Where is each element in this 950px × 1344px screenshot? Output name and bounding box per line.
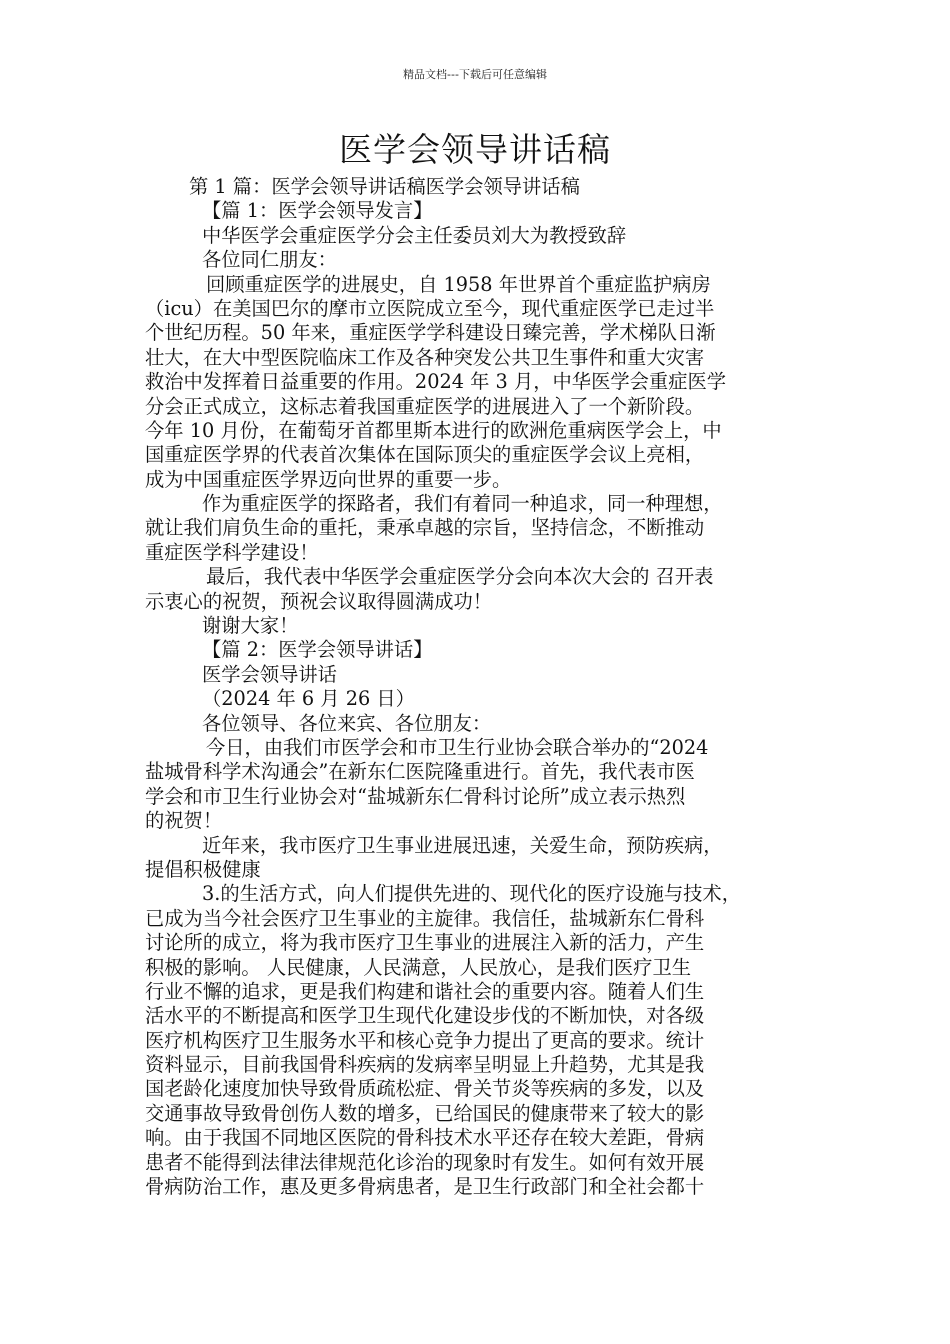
body-line: 骨病防治工作，惠及更多骨病患者，是卫生行政部门和全社会都十 [145,1175,705,1199]
body-line: 示衷心的祝贺，预祝会议取得圆满成功！ [145,589,493,613]
body-line: 资料显示，目前我国骨科疾病的发病率呈明显上升趋势，尤其是我 [145,1053,705,1077]
body-line: 交通事故导致骨创伤人数的增多，已给国民的健康带来了较大的影 [145,1101,705,1125]
body-line: 积极的影响。 人民健康，人民满意，人民放心，是我们医疗卫生 [145,955,692,979]
body-line: 医学会领导讲话 [202,662,337,686]
body-line: 行业不懈的追求，更是我们构建和谐社会的重要内容。随着人们生 [145,979,705,1003]
body-line: 已成为当今社会医疗卫生事业的主旋律。我信任，盐城新东仁骨科 [145,906,705,930]
body-line: 就让我们肩负生命的重托，秉承卓越的宗旨，坚持信念，不断推动 [145,516,705,540]
body-line: 医疗机构医疗卫生服务水平和核心竞争力提出了更高的要求。统计 [145,1028,705,1052]
body-line: （2024 年 6 月 26 日） [202,687,415,711]
body-line: 成为中国重症医学界迈向世界的重要一步。 [145,467,512,491]
body-line: 响。由于我国不同地区医院的骨科技术水平还存在较大差距，骨病 [145,1126,705,1150]
body-line: 国老龄化速度加快导致骨质疏松症、骨关节炎等疾病的多发，以及 [145,1077,705,1101]
body-line: 回顾重症医学的进展史，自 1958 年世界首个重症监护病房 [206,272,711,296]
body-line: 壮大，在大中型医院临床工作及各种突发公共卫生事件和重大灾害 [145,345,705,369]
body-line: 第 1 篇：医学会领导讲话稿医学会领导讲话稿 [189,175,580,198]
body-line: 学会和市卫生行业协会对“盐城新东仁骨科讨论所”成立表示热烈 [145,784,686,808]
body-line: 今日，由我们市医学会和市卫生行业协会联合举办的“2024 [206,735,709,759]
body-line: （icu）在美国巴尔的摩市立医院成立至今，现代重症医学已走过半 [145,296,715,320]
body-line: 谢谢大家！ [202,614,299,638]
body-line: 【篇 1：医学会领导发言】 [202,199,433,223]
body-line: 提倡积极健康 [145,857,261,881]
page-header-note: 精品文档---下载后可任意编辑 [403,68,547,81]
body-line: 患者不能得到法律法律规范化诊治的现象时有发生。如何有效开展 [145,1150,705,1174]
body-line: 讨论所的成立，将为我市医疗卫生事业的进展注入新的活力，产生 [145,931,705,955]
body-line: 最后，我代表中华医学会重症医学分会向本次大会的 召开表 [206,565,714,589]
document-title: 医学会领导讲话稿 [339,130,611,169]
body-line: 活水平的不断提高和医学卫生现代化建设步伐的不断加快，对各级 [145,1004,705,1028]
body-line: 各位同仁朋友： [202,248,337,272]
body-line: 中华医学会重症医学分会主任委员刘大为教授致辞 [202,223,627,247]
body-line: 重症医学科学建设！ [145,540,319,564]
body-line: 【篇 2：医学会领导讲话】 [202,638,433,662]
body-line: 国重症医学界的代表首次集体在国际顶尖的重症医学会议上亮相， [145,443,705,467]
body-line: 各位领导、各位来宾、各位朋友： [202,711,492,735]
body-line: 近年来，我市医疗卫生事业进展迅速，关爱生命，预防疾病， [202,833,723,857]
body-line: 今年 10 月份，在葡萄牙首都里斯本进行的欧洲危重病医学会上，中 [145,418,722,442]
body-line: 3.的生活方式，向人们提供先进的、现代化的医疗设施与技术， [202,882,741,906]
body-line: 作为重症医学的探路者，我们有着同一种追求，同一种理想， [202,492,723,516]
body-line: 的祝贺！ [145,809,223,833]
body-line: 救治中发挥着日益重要的作用。2024 年 3 月，中华医学会重症医学 [145,370,727,394]
body-line: 分会正式成立，这标志着我国重症医学的进展进入了一个新阶段。 [145,394,705,418]
body-line: 盐城骨科学术沟通会”在新东仁医院隆重进行。首先，我代表市医 [145,760,695,784]
document-body [145,175,810,1199]
body-line: 个世纪历程。50 年来，重症医学学科建设日臻完善，学术梯队日渐 [145,321,716,345]
